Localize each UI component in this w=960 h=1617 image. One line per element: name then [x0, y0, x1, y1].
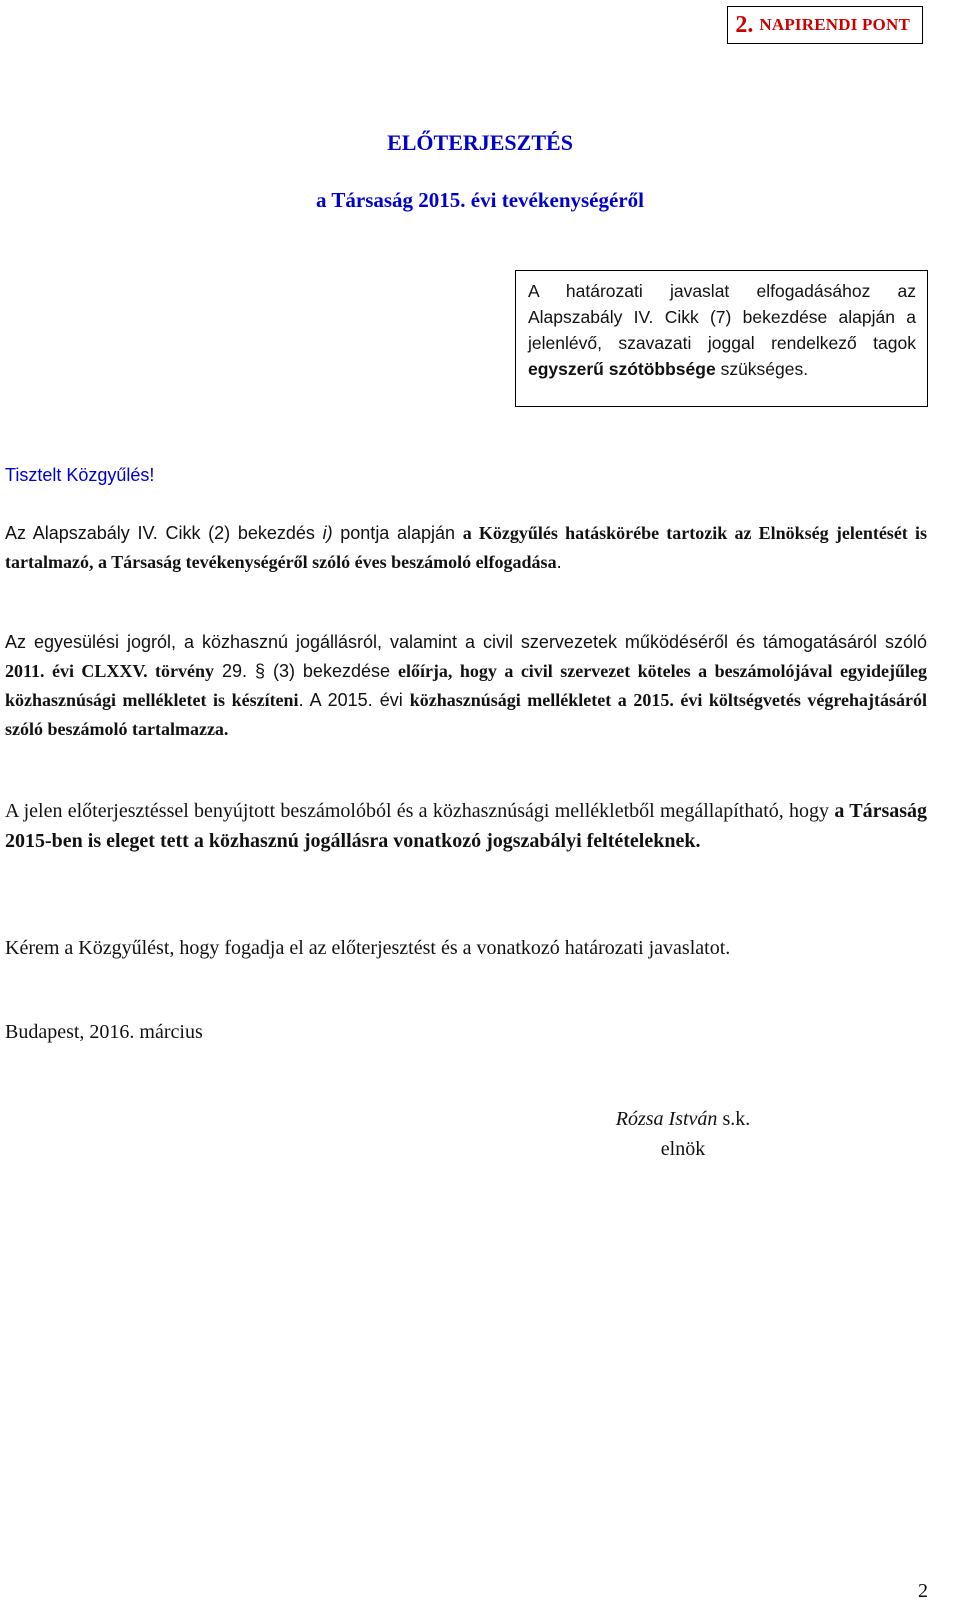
note-text-2: szükséges.	[715, 359, 809, 379]
p1-text-3: .	[556, 552, 562, 572]
note-bold: egyszerű szótöbbsége	[528, 359, 716, 379]
p1-text-2: pontja alapján	[332, 523, 463, 543]
paragraph-conclusion	[5, 796, 927, 856]
signature-suffix: s.k.	[717, 1108, 751, 1130]
page-number: 2	[918, 1580, 928, 1602]
p1-italic: i)	[322, 523, 333, 543]
p1-bold: a Közgyűlés hatáskörébe tartozik az Elnökség jelentését is tartalmazó, a Társaság tevékenységéről szóló éves beszámoló elfogadása	[5, 523, 927, 572]
greeting: Tisztelt Közgyűlés!	[5, 465, 155, 485]
paragraph-statute	[5, 519, 927, 577]
p2-bold-3: közhasznúsági mellékletet a 2015. évi költségvetés végrehajtásáról szóló beszámoló tartalmazza.	[5, 690, 927, 739]
p2-text-1: Az egyesülési jogról, a közhasznú jogállásról, valamint a civil szervezetek működéséről és támogatásáról szóló	[5, 632, 927, 652]
document-subtitle: a Társaság 2015. évi tevékenységéről	[316, 188, 644, 212]
p1-text-1: Az Alapszabály IV. Cikk (2) bekezdés	[5, 523, 323, 543]
place-and-date: Budapest, 2016. március	[5, 1021, 203, 1043]
agenda-number: 2.	[735, 11, 754, 38]
p2-text-2: 29. § (3) bekezdése	[214, 661, 398, 681]
voting-requirement-note	[515, 270, 928, 407]
note-text-1: A határozati javaslat elfogadásához az Alapszabály IV. Cikk (7) bekezdése alapján a jelenlévő, szavazati joggal rendelkező tagok	[528, 281, 916, 353]
agenda-label: NAPIRENDI PONT	[759, 15, 910, 34]
p3-text-1: A jelen előterjesztéssel benyújtott beszámolóból és a közhasznúsági mellékletből megállapítható, hogy	[5, 800, 835, 822]
p3-bold: a Társaság 2015-ben is eleget tett a közhasznú jogállásra vonatkozó jogszabályi feltételeknek.	[5, 800, 928, 852]
signature-line	[560, 1104, 806, 1134]
signer-role: elnök	[660, 1138, 706, 1160]
p2-bold-1: 2011. évi CLXXV. törvény	[5, 661, 215, 681]
signature-block	[560, 1104, 806, 1164]
paragraph-law	[5, 628, 927, 744]
paragraph-request: Kérem a Közgyűlést, hogy fogadja el az előterjesztést és a vonatkozó határozati javaslatot.	[5, 937, 731, 959]
document-title: ELŐTERJESZTÉS	[387, 130, 573, 155]
agenda-item-box	[727, 6, 923, 44]
p2-bold-2: előírja, hogy a civil szervezet köteles a beszámolójával egyidejűleg közhasznúsági mellékletet is készíteni	[5, 661, 927, 710]
signer-name: Rózsa István	[615, 1108, 718, 1130]
p2-text-3: . A 2015. évi	[298, 690, 410, 710]
